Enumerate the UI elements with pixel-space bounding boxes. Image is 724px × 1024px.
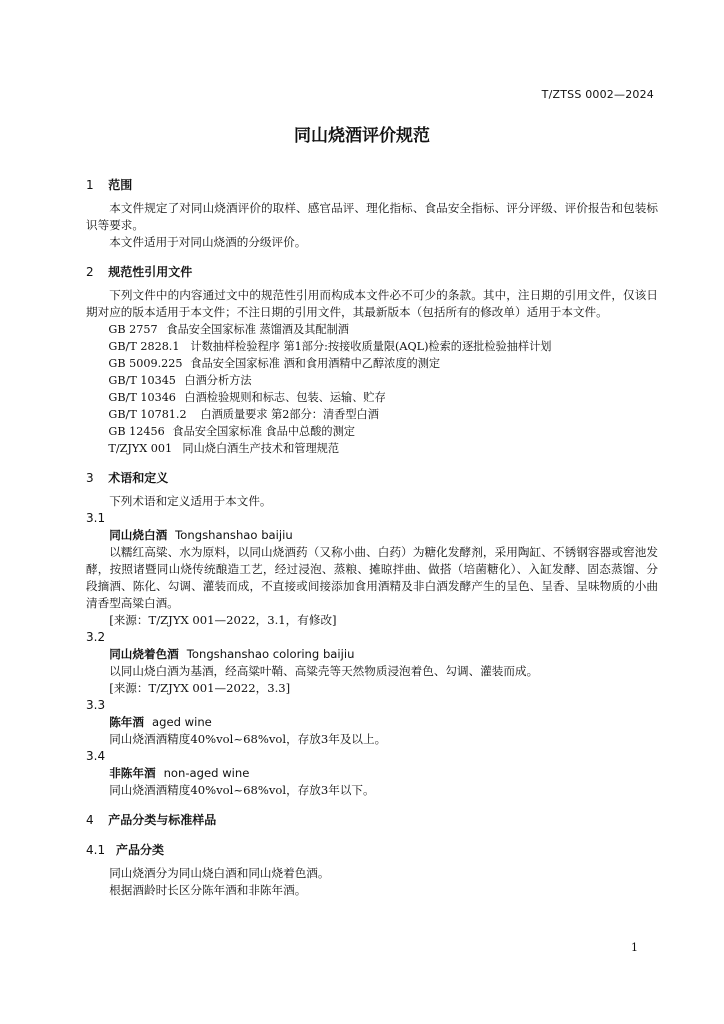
reference-code: T/ZJYX 001 <box>108 442 173 455</box>
reference-code: GB 5009.225 <box>108 357 183 370</box>
paragraph: 下列术语和定义适用于本文件。 <box>109 494 272 508</box>
term-entry <box>86 510 658 629</box>
reference-title: 同山烧白酒生产技术和管理规范 <box>182 442 340 455</box>
document-title: 同山烧酒评价规范 <box>294 126 430 146</box>
reference-item <box>86 406 658 423</box>
reference-item <box>86 440 658 457</box>
section-number: 4 <box>86 813 94 827</box>
page-number: 1 <box>631 941 638 954</box>
reference-item <box>86 338 658 355</box>
paragraph: 下列文件中的内容通过文中的规范性引用而构成本文件必不可少的条款。其中，注日期的引用文件，仅该日期对应的版本适用于本文件；不注日期的引用文件，其最新版本（包括所有的修改单）适用于本文件。 <box>86 288 658 319</box>
subsection-title: 产品分类 <box>116 843 165 857</box>
term-name-en: Tongshanshao coloring baijiu <box>186 647 355 661</box>
term-definition: 同山烧酒酒精度40%vol~68%vol，存放3年以下。 <box>109 783 375 797</box>
reference-title: 食品安全国家标准 食品中总酸的测定 <box>172 425 355 438</box>
reference-item <box>86 355 658 372</box>
reference-code: GB/T 10781.2 <box>108 408 187 421</box>
term-entry <box>86 629 658 697</box>
term-name-en: Tongshanshao baijiu <box>175 528 293 542</box>
term-name <box>86 765 658 782</box>
term-name-zh: 陈年酒 <box>109 715 144 729</box>
term-name <box>86 714 658 731</box>
section-title: 规范性引用文件 <box>108 265 193 279</box>
reference-title: 白酒分析方法 <box>184 374 252 387</box>
section-title: 产品分类与标准样品 <box>108 813 217 827</box>
term-name-zh: 非陈年酒 <box>109 766 156 780</box>
reference-title: 白酒质量要求 第2部分：清香型白酒 <box>200 408 379 421</box>
paragraph: 本文件适用于对同山烧酒的分级评价。 <box>109 235 307 249</box>
term-name-zh: 同山烧白酒 <box>109 528 168 542</box>
reference-item <box>86 423 658 440</box>
section-heading-scope <box>86 176 658 194</box>
term-number: 3.4 <box>86 749 106 763</box>
term-name-en: aged wine <box>151 715 212 729</box>
reference-item <box>86 321 658 338</box>
term-entry <box>86 748 658 799</box>
reference-item <box>86 389 658 406</box>
term-number: 3.3 <box>86 698 106 712</box>
term-definition: 同山烧酒酒精度40%vol~68%vol，存放3年及以上。 <box>109 732 387 746</box>
reference-title: 食品安全国家标准 蒸馏酒及其配制酒 <box>166 323 349 336</box>
term-entry <box>86 697 658 748</box>
reference-title: 计数抽样检验程序 第1部分:按接收质量限(AQL)检索的逐批检验抽样计划 <box>190 340 552 353</box>
document-body <box>86 176 658 899</box>
term-name-zh: 同山烧着色酒 <box>109 647 179 661</box>
paragraph: 同山烧酒分为同山烧白酒和同山烧着色酒。 <box>109 866 330 880</box>
section-heading-product-classification <box>86 811 658 829</box>
section-number: 3 <box>86 471 94 485</box>
reference-code: GB/T 10346 <box>108 391 176 404</box>
term-number: 3.1 <box>86 511 106 525</box>
reference-code: GB/T 2828.1 <box>108 340 180 353</box>
subsection-number: 4.1 <box>86 843 106 857</box>
reference-code: GB/T 10345 <box>108 374 176 387</box>
term-number: 3.2 <box>86 630 106 644</box>
term-name-en: non-aged wine <box>163 766 250 780</box>
term-name <box>86 646 658 663</box>
paragraph: 本文件规定了对同山烧酒评价的取样、感官品评、理化指标、食品安全指标、评分评级、评价报告和包装标识等要求。 <box>86 201 658 232</box>
term-source: [来源：T/ZJYX 001—2022，3.3] <box>109 681 291 695</box>
subsection-heading-product-classification <box>86 841 658 859</box>
reference-code: GB 2757 <box>108 323 158 336</box>
section-title: 范围 <box>108 178 133 192</box>
term-definition: 以糯红高粱、水为原料，以同山烧酒药（又称小曲、白药）为糖化发酵剂，采用陶缸、不锈钢容器或窖池发酵，按照诸暨同山烧传统酿造工艺，经过浸泡、蒸粮、摊晾拌曲、做搭（培菌糖化）、入缸发酵、固态蒸馏、分段摘酒、陈化、勾调、灌装而成，不直接或间接添加食用酒精及非白酒发酵产生的呈色、呈香、呈味物质的小曲清香型高粱白酒。 <box>86 545 658 610</box>
term-source: [来源：T/ZJYX 001—2022，3.1，有修改] <box>109 613 337 627</box>
reference-title: 食品安全国家标准 酒和食用酒精中乙醇浓度的测定 <box>190 357 441 370</box>
section-heading-normative-references <box>86 263 658 281</box>
standard-code: T/ZTSS 0002—2024 <box>541 88 654 101</box>
term-definition: 以同山烧白酒为基酒，经高粱叶鞘、高粱壳等天然物质浸泡着色、勾调、灌装而成。 <box>109 664 539 678</box>
section-title: 术语和定义 <box>108 471 169 485</box>
reference-item <box>86 372 658 389</box>
reference-code: GB 12456 <box>108 425 165 438</box>
section-number: 1 <box>86 178 94 192</box>
paragraph: 根据酒龄时长区分陈年酒和非陈年酒。 <box>109 883 307 897</box>
term-name <box>86 527 658 544</box>
reference-list <box>86 321 658 457</box>
reference-title: 白酒检验规则和标志、包装、运输、贮存 <box>184 391 386 404</box>
section-heading-terms-definitions <box>86 469 658 487</box>
section-number: 2 <box>86 265 94 279</box>
